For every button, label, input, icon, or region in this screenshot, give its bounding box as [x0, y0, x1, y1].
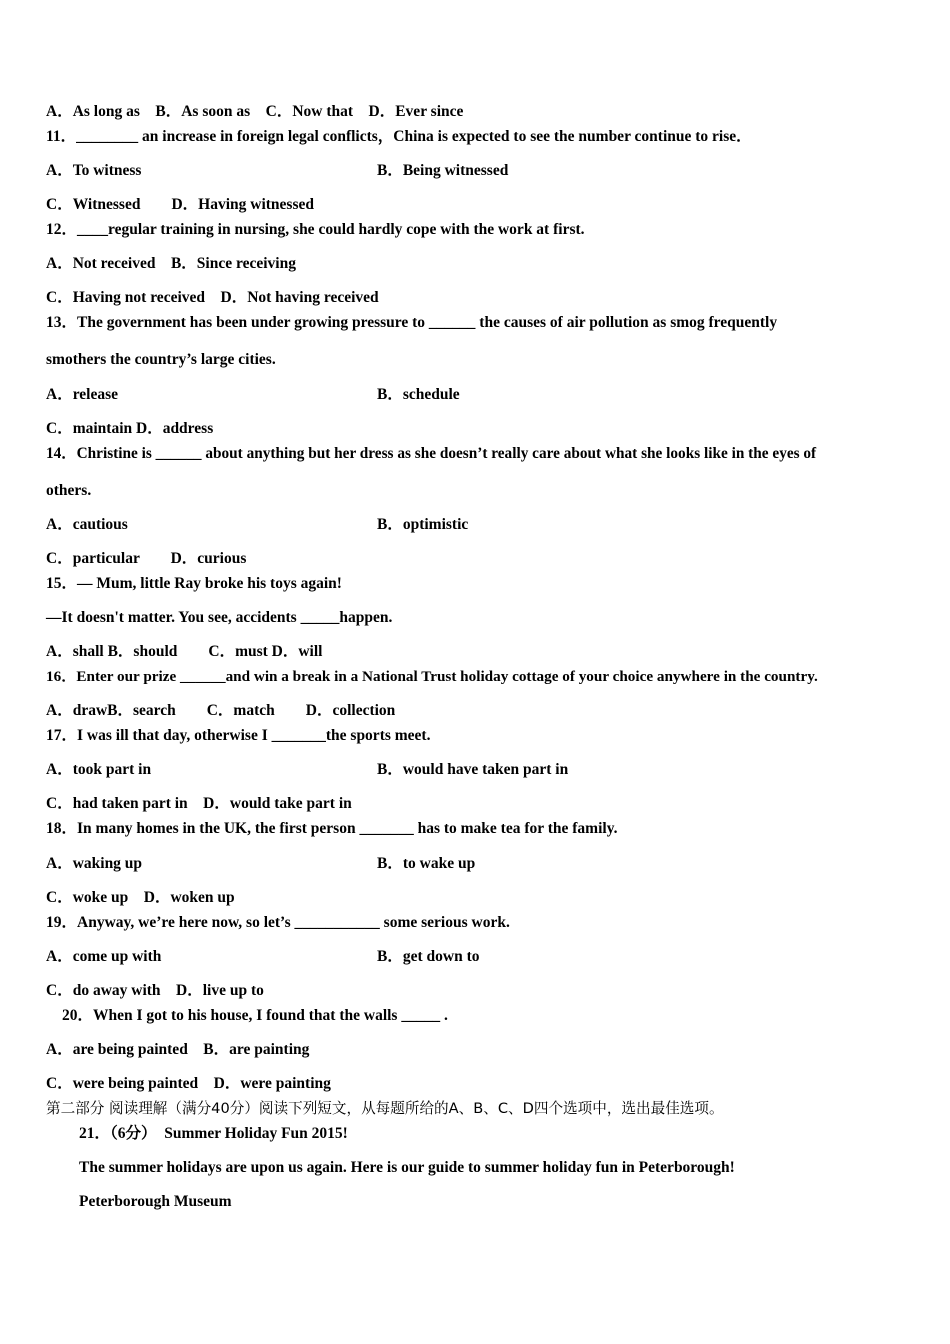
q11-options-cd: C．Witnessed D．Having witnessed [46, 196, 314, 213]
q15-stem-line1: 15．— Mum, little Ray broke his toys again! [46, 575, 342, 592]
q21-title: 21．（6分） Summer Holiday Fun 2015! [79, 1125, 348, 1142]
q16-options: A．drawB．search C．match D．collection [46, 702, 396, 719]
q18-options-cd: C．woke up D．woken up [46, 889, 235, 906]
q12-options-ab: A．Not received B．Since receiving [46, 255, 296, 272]
q19-option-b: B．get down to [377, 948, 480, 965]
q13-options-cd: C．maintain D．address [46, 420, 214, 437]
q14-stem-line1: 14．Christine is ______ about anything but her dress as she doesn’t really care about what she looks like in the eyes of [46, 445, 817, 462]
q11-option-b: B．Being witnessed [377, 162, 509, 179]
q20-options-cd: C．were being painted D．were painting [46, 1075, 331, 1092]
q13-stem-line2: smothers the country’s large cities. [46, 351, 276, 368]
q17-option-a: A．took part in [46, 761, 152, 778]
q20-stem: 20．When I got to his house, I found that the walls _____ . [62, 1007, 448, 1024]
q14-option-a: A．cautious [46, 516, 128, 533]
q14-option-b: B．optimistic [377, 516, 469, 533]
part2-heading: 第二部分 阅读理解（满分40分）阅读下列短文，从每题所给的A、B、C、D四个选项中，选出最佳选项。 [46, 1100, 724, 1117]
q11-stem: 11．________ an increase in foreign legal conflicts，China is expected to see the number continue to rise． [46, 128, 752, 145]
q19-options-cd: C．do away with D．live up to [46, 982, 264, 999]
q17-option-b: B．would have taken part in [377, 761, 569, 778]
q17-options-cd: C．had taken part in D．would take part in [46, 795, 352, 812]
q13-option-b: B．schedule [377, 386, 460, 403]
q11-option-a: A．To witness [46, 162, 142, 179]
q15-stem-line2: —It doesn't matter. You see, accidents _____happen. [46, 609, 393, 626]
q12-options-cd: C．Having not received D．Not having received [46, 289, 379, 306]
q14-options-cd: C．particular D．curious [46, 550, 247, 567]
q18-option-a: A．waking up [46, 855, 143, 872]
q19-option-a: A．come up with [46, 948, 162, 965]
q15-options: A．shall B．should C．must D．will [46, 643, 323, 660]
q12-stem: 12．____regular training in nursing, she could hardly cope with the work at first. [46, 221, 585, 238]
q20-options-ab: A．are being painted B．are painting [46, 1041, 310, 1058]
q19-stem: 19．Anyway, we’re here now, so let’s ___________ some serious work. [46, 914, 510, 931]
q18-option-b: B．to wake up [377, 855, 476, 872]
q16-stem: 16．Enter our prize ______and win a break in a National Trust holiday cottage of your choice anywhere in the country. [46, 668, 818, 685]
q14-stem-line2: others. [46, 482, 92, 499]
q17-stem: 17．I was ill that day, otherwise I _______the sports meet. [46, 727, 431, 744]
q18-stem: 18．In many homes in the UK, the first person _______ has to make tea for the family. [46, 820, 618, 837]
q10-options: A．As long as B．As soon as C．Now that D．Ever since [46, 103, 464, 120]
q13-stem-line1: 13．The government has been under growing pressure to ______ the causes of air pollution as smog frequently [46, 314, 778, 331]
passage-intro: The summer holidays are upon us again. Here is our guide to summer holiday fun in Peterborough! [79, 1159, 735, 1176]
passage-subheading-museum: Peterborough Museum [79, 1193, 232, 1210]
q13-option-a: A．release [46, 386, 119, 403]
